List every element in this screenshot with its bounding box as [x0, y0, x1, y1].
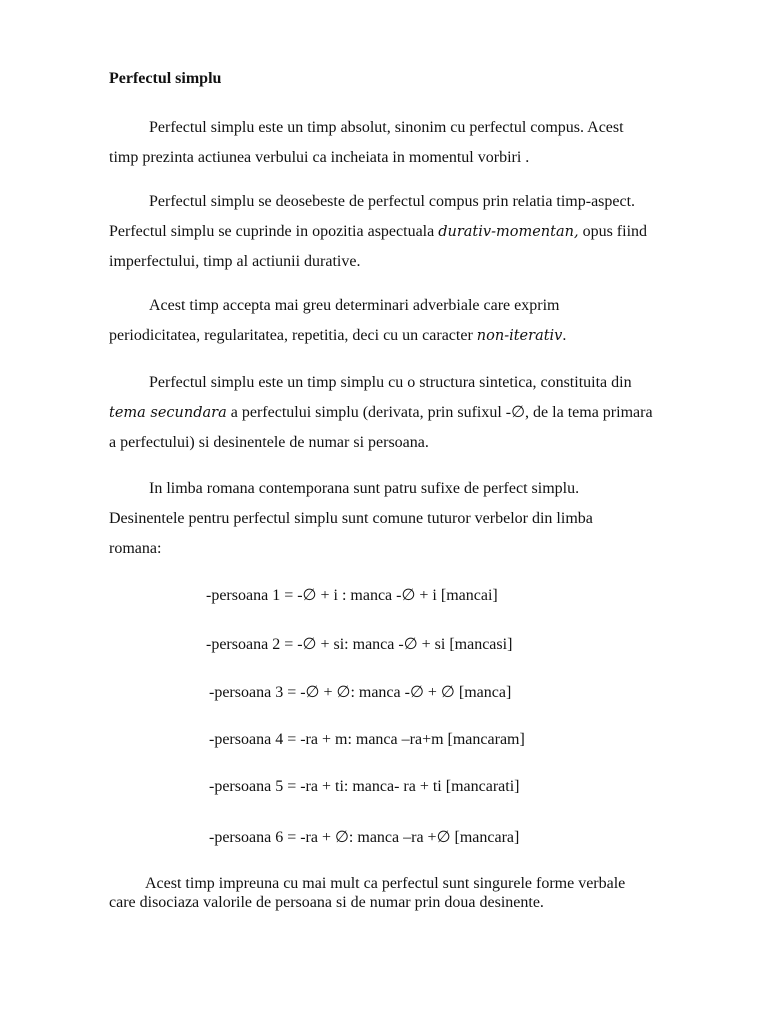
paragraph-2 — [109, 187, 709, 277]
paragraph-3 — [109, 291, 709, 351]
paragraph-4-line-2-tail: a perfectului simplu (derivata, prin sufixul -∅, de la tema primara — [226, 404, 653, 421]
closing-line-1: Acest timp impreuna cu mai mult ca perfectul sunt singurele forme verbale — [145, 875, 626, 892]
paragraph-5 — [109, 474, 709, 564]
italic-term-tema-secundara: tema secundara — [109, 405, 227, 421]
paragraph-1 — [109, 113, 709, 173]
paragraph-4-line-1: Perfectul simplu este un timp simplu cu o structura sintetica, constituita din — [149, 374, 632, 391]
formula-persoana-6: -persoana 6 = -ra + ∅: manca –ra +∅ [mancara] — [209, 829, 520, 846]
closing-line-2: care disociaza valorile de persoana si de numar prin doua desinente. — [109, 894, 544, 911]
document-title: Perfectul simplu — [109, 70, 222, 87]
paragraph-3-line-2 — [109, 321, 709, 351]
paragraph-5-line-1: In limba romana contemporana sunt patru sufixe de perfect simplu. — [149, 480, 580, 497]
italic-term-non-iterativ: non-iterativ — [476, 328, 563, 344]
formula-persoana-2: -persoana 2 = -∅ + si: manca -∅ + si [mancasi] — [206, 636, 513, 653]
paragraph-5-line-2: Desinentele pentru perfectul simplu sunt comune tuturor verbelor din limba — [109, 510, 593, 527]
italic-term-durativ-momentan: durativ-momentan, — [438, 224, 579, 240]
paragraph-2-line-1: Perfectul simplu se deosebeste de perfectul compus prin relatia timp-aspect. — [149, 193, 636, 210]
paragraph-4 — [109, 368, 709, 458]
paragraph-2-line-2-tail: opus fiind — [578, 223, 648, 240]
paragraph-1-line-2: timp prezinta actiunea verbului ca incheiata in momentul vorbiri . — [109, 149, 530, 166]
paragraph-3-line-2-text: periodicitatea, regularitatea, repetitia, deci cu un caracter — [109, 327, 477, 344]
paragraph-3-line-1: Acest timp accepta mai greu determinari adverbiale care exprim — [149, 297, 560, 314]
paragraph-3-line-2-tail: . — [562, 327, 567, 344]
paragraph-2-line-2 — [109, 217, 709, 247]
closing-paragraph — [109, 874, 729, 912]
formula-persoana-1: -persoana 1 = -∅ + i : manca -∅ + i [mancai] — [206, 587, 498, 604]
formula-persoana-5: -persoana 5 = -ra + ti: manca- ra + ti [mancarati] — [209, 778, 520, 795]
paragraph-5-line-3: romana: — [109, 540, 162, 557]
paragraph-4-line-2 — [109, 398, 709, 428]
paragraph-1-line-1: Perfectul simplu este un timp absolut, sinonim cu perfectul compus. Acest — [149, 119, 624, 136]
paragraph-2-line-3: imperfectului, timp al actiunii durative. — [109, 253, 361, 270]
formula-persoana-3: -persoana 3 = -∅ + ∅: manca -∅ + ∅ [manca] — [209, 684, 512, 701]
paragraph-2-line-2-text: Perfectul simplu se cuprinde in opozitia aspectuala — [109, 223, 439, 240]
paragraph-4-line-3: a perfectului) si desinentele de numar si persoana. — [109, 434, 429, 451]
formula-persoana-4: -persoana 4 = -ra + m: manca –ra+m [mancaram] — [209, 731, 525, 748]
